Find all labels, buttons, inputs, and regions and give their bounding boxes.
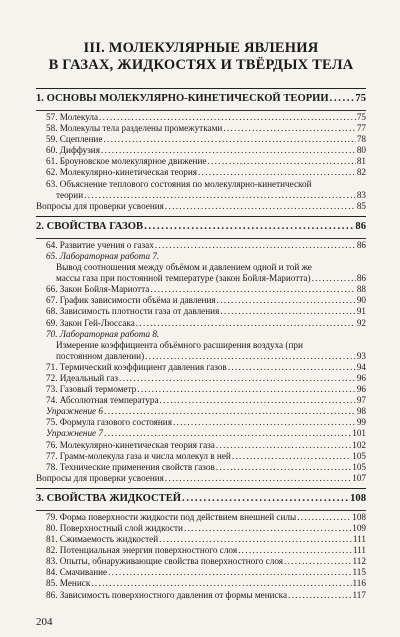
- toc-review-questions[interactable]: [36, 473, 366, 484]
- chapter-title-line-2: В ГАЗАХ, ЖИДКОСТЯХ И ТВЁРДЫХ ТЕЛА: [48, 57, 354, 73]
- toc-entry-page: 78: [356, 134, 366, 145]
- toc-sections: [36, 88, 366, 601]
- toc-entry[interactable]: [36, 112, 366, 123]
- toc-entry-label: 83. Опыты, обнаруживающие свойства поверхностного слоя: [46, 556, 283, 567]
- toc-entry-page: 93: [356, 350, 366, 361]
- toc-review-questions[interactable]: [36, 201, 366, 212]
- toc-entry[interactable]: [36, 145, 366, 156]
- toc-entry[interactable]: [36, 590, 366, 601]
- toc-entry[interactable]: [36, 240, 366, 251]
- toc-entry-page: 102: [352, 439, 366, 450]
- leader-dots: [108, 567, 351, 578]
- toc-entry-label: 78. Технические применения свойств газов: [46, 461, 215, 472]
- leader-dots: [159, 534, 352, 545]
- toc-entry[interactable]: [36, 123, 366, 134]
- toc-entry[interactable]: [36, 406, 366, 417]
- toc-entry-label: 73. Газовый термометр: [46, 384, 137, 395]
- toc-entry-description: [36, 262, 366, 273]
- toc-entry-page: 85: [356, 200, 366, 211]
- toc-entry[interactable]: [36, 134, 366, 145]
- leader-dots: [165, 473, 351, 484]
- section-heading-title: 1. ОСНОВЫ МОЛЕКУЛЯРНО-КИНЕТИЧЕСКОЙ ТЕОРИИ: [36, 93, 329, 104]
- leader-dots: [330, 92, 355, 106]
- toc-section: [36, 88, 366, 212]
- leader-dots: [104, 406, 356, 417]
- toc-entry-label: 85. Мениск: [46, 578, 91, 589]
- toc-entry[interactable]: [36, 451, 366, 462]
- toc-entry-page: 98: [356, 406, 366, 417]
- toc-entry-label: 75. Формула газового состояния: [46, 417, 172, 428]
- toc-entry-continuation: [36, 190, 366, 201]
- leader-dots: [137, 384, 356, 395]
- toc-entry-label: 77. Грамм-молекула газа и числа молекул в ней: [46, 450, 231, 461]
- leader-dots: [216, 440, 351, 451]
- toc-entry-page: 117: [352, 589, 366, 600]
- toc-entry-label: 72. Идеальный газ: [46, 372, 118, 383]
- section-heading[interactable]: [36, 220, 366, 234]
- leader-dots: [198, 167, 356, 178]
- toc-entry[interactable]: [36, 179, 366, 190]
- toc-entry-text: постоянном давлении): [56, 350, 145, 361]
- leader-dots: [182, 492, 349, 506]
- leader-dots: [238, 545, 352, 556]
- section-divider: [36, 110, 366, 111]
- toc-entry[interactable]: [36, 362, 366, 373]
- toc-entry[interactable]: [36, 395, 366, 406]
- toc-entry-page: 115: [352, 567, 366, 578]
- toc-entry-page: 99: [356, 417, 366, 428]
- leader-dots: [104, 428, 351, 439]
- leader-dots: [91, 578, 351, 589]
- toc-entry-page: 96: [356, 384, 366, 395]
- toc-entry-label: 61. Броуновское молекулярное движение: [46, 156, 207, 167]
- leader-dots: [232, 451, 351, 462]
- section-heading-title: 3. СВОЙСТВА ЖИДКОСТЕЙ: [36, 492, 182, 504]
- toc-entry-page: 112: [352, 556, 366, 567]
- leader-dots: [217, 295, 356, 306]
- toc-entry-page: 107: [352, 472, 366, 483]
- toc-entry-page: 86: [356, 273, 366, 284]
- toc-entry[interactable]: [36, 428, 366, 439]
- toc-entry[interactable]: [36, 534, 366, 545]
- toc-entry[interactable]: [36, 578, 366, 589]
- toc-entry[interactable]: [36, 156, 366, 167]
- toc-entry-label: 69. Закон Гей-Люссака: [46, 317, 135, 328]
- toc-entry-label: 60. Диффузия: [46, 145, 100, 156]
- leader-dots: [284, 556, 352, 567]
- toc-entry-page: 75: [356, 112, 366, 122]
- toc-entry-page: 116: [352, 578, 366, 589]
- toc-entry[interactable]: [36, 373, 366, 384]
- leader-dots: [84, 190, 356, 201]
- page-number: 204: [36, 616, 53, 628]
- toc-entry-text: Измерение коэффициента объёмного расширения воздуха (при: [56, 339, 303, 350]
- toc-page: [36, 40, 366, 605]
- toc-entry-page: 83: [356, 189, 366, 200]
- toc-entry[interactable]: [36, 512, 366, 523]
- toc-entry-label: 86. Зависимость поверхностного давления от формы мениска: [46, 589, 288, 600]
- chapter-title: [36, 40, 366, 74]
- toc-entry-page: 97: [356, 395, 366, 406]
- toc-entry[interactable]: [36, 545, 366, 556]
- leader-dots: [220, 306, 356, 317]
- leader-dots: [207, 156, 355, 167]
- toc-entry-text: теории: [56, 189, 84, 200]
- leader-dots: [288, 590, 352, 601]
- leader-dots: [150, 284, 355, 295]
- toc-entry-page: 90: [356, 295, 366, 306]
- toc-entry[interactable]: [36, 318, 366, 329]
- section-divider: [36, 510, 366, 511]
- toc-entry-label: 59. Сцепление: [46, 134, 103, 145]
- toc-entry[interactable]: [36, 384, 366, 395]
- toc-entry-label: 82. Потенциальная энергия поверхностного слоя: [46, 545, 238, 556]
- toc-entry-label: 66. Закон Бойля-Мариотта: [46, 284, 150, 295]
- toc-entry-label: 71. Термический коэффициент давления газов: [46, 361, 227, 372]
- leader-dots: [312, 273, 356, 284]
- section-heading-title: 2. СВОЙСТВА ГАЗОВ: [36, 220, 144, 232]
- leader-dots: [101, 145, 356, 156]
- toc-entry-page: 92: [356, 317, 366, 328]
- toc-entry-page: 111: [352, 534, 366, 545]
- toc-entry-label: 57. Молекула: [46, 112, 99, 122]
- toc-entry-heading[interactable]: [36, 329, 366, 340]
- toc-section: [36, 488, 366, 601]
- leader-dots: [165, 201, 356, 212]
- toc-entry-label: 67. График зависимости объёма и давления: [46, 295, 216, 306]
- toc-entry-page: 77: [356, 123, 366, 134]
- toc-entry-label: 64. Развитие учения о газах: [46, 239, 154, 250]
- toc-entry[interactable]: [36, 567, 366, 578]
- toc-entry[interactable]: [36, 556, 366, 567]
- toc-entry-label: 62. Молекулярно-кинетическая теория: [46, 167, 198, 178]
- toc-entry-description: [36, 273, 366, 284]
- toc-entry-page: 111: [352, 545, 366, 556]
- toc-entry-page: 96: [356, 372, 366, 383]
- toc-entry-label: 68. Зависимость плотности газа от давления: [46, 306, 220, 317]
- leader-dots: [144, 220, 354, 234]
- toc-entry-description: [36, 351, 366, 362]
- leader-dots: [136, 318, 356, 329]
- toc-entry[interactable]: [36, 284, 366, 295]
- leader-dots: [103, 134, 355, 145]
- leader-dots: [184, 523, 351, 534]
- leader-dots: [145, 351, 356, 362]
- toc-entry-label: 74. Абсолютная температура: [46, 395, 159, 406]
- toc-entry-label: 80. Поверхностный слой жидкости: [46, 523, 183, 533]
- toc-entry-page: 81: [356, 156, 366, 167]
- toc-entry-label: 76. Молекулярно-кинетическая теория газа: [46, 439, 215, 450]
- section-page-number: 86: [355, 220, 366, 232]
- toc-entry-label: 81. Сжимаемость жидкостей: [46, 534, 159, 545]
- toc-entry-label: 65. Лабораторная работа 7.: [46, 250, 160, 261]
- leader-dots: [99, 112, 356, 123]
- leader-dots: [223, 123, 355, 134]
- toc-entry-label: Упражнение 7: [46, 428, 104, 439]
- leader-dots: [119, 373, 356, 384]
- chapter-title-line-1: III. МОЛЕКУЛЯРНЫЕ ЯВЛЕНИЯ: [83, 40, 319, 56]
- toc-entry[interactable]: [36, 306, 366, 317]
- toc-entry-text: массы газа при постоянной температуре (закон Бойля-Мариотта): [56, 273, 311, 284]
- toc-entry-page: 109: [352, 523, 366, 533]
- toc-entry-label: Упражнение 6: [46, 406, 104, 417]
- toc-entry[interactable]: [36, 417, 366, 428]
- toc-entry-description: [36, 340, 366, 351]
- toc-entry-label: 79. Форма поверхности жидкости под действием внешней силы: [46, 511, 297, 522]
- toc-entry-heading[interactable]: [36, 251, 366, 262]
- leader-dots: [297, 512, 351, 523]
- toc-entry[interactable]: [36, 462, 366, 473]
- toc-entry-page: 108: [352, 511, 366, 522]
- toc-entry-page: 101: [352, 428, 366, 439]
- toc-entry-page: 94: [356, 361, 366, 372]
- toc-entry-label: Вопросы для проверки усвоения: [36, 472, 164, 483]
- toc-entry-text: Вывод соотношения между объёмом и давлением одной и той же: [56, 262, 312, 273]
- toc-entry[interactable]: [36, 523, 366, 534]
- section-heading[interactable]: [36, 92, 366, 106]
- toc-entry-label: 84. Смачивание: [46, 567, 108, 578]
- toc-entry-page: 91: [356, 306, 366, 317]
- leader-dots: [155, 240, 356, 251]
- toc-entry-page: 80: [356, 145, 366, 156]
- toc-entry-label: 58. Молекулы тела разделены промежутками: [46, 123, 223, 134]
- leader-dots: [216, 462, 351, 473]
- toc-entry-label: 70. Лабораторная работа 8.: [46, 328, 160, 339]
- section-heading[interactable]: [36, 492, 366, 506]
- toc-entry[interactable]: [36, 440, 366, 451]
- toc-entry[interactable]: [36, 295, 366, 306]
- toc-entry-page: 105: [352, 461, 366, 472]
- leader-dots: [173, 417, 356, 428]
- toc-entry-label: Вопросы для проверки усвоения: [36, 200, 164, 211]
- toc-entry-page: 88: [356, 284, 366, 295]
- toc-section: [36, 216, 366, 484]
- toc-entry-label: 63. Объяснение теплового состояния по молекулярно-кинетической: [46, 178, 312, 189]
- leader-dots: [160, 395, 356, 406]
- toc-entry-page: 105: [352, 450, 366, 461]
- toc-entry[interactable]: [36, 167, 366, 178]
- toc-entry-page: 82: [356, 167, 366, 178]
- section-divider: [36, 238, 366, 239]
- toc-entry-page: 86: [356, 239, 366, 250]
- section-page-number: 108: [350, 492, 366, 504]
- leader-dots: [228, 362, 356, 373]
- section-page-number: 75: [355, 93, 366, 104]
